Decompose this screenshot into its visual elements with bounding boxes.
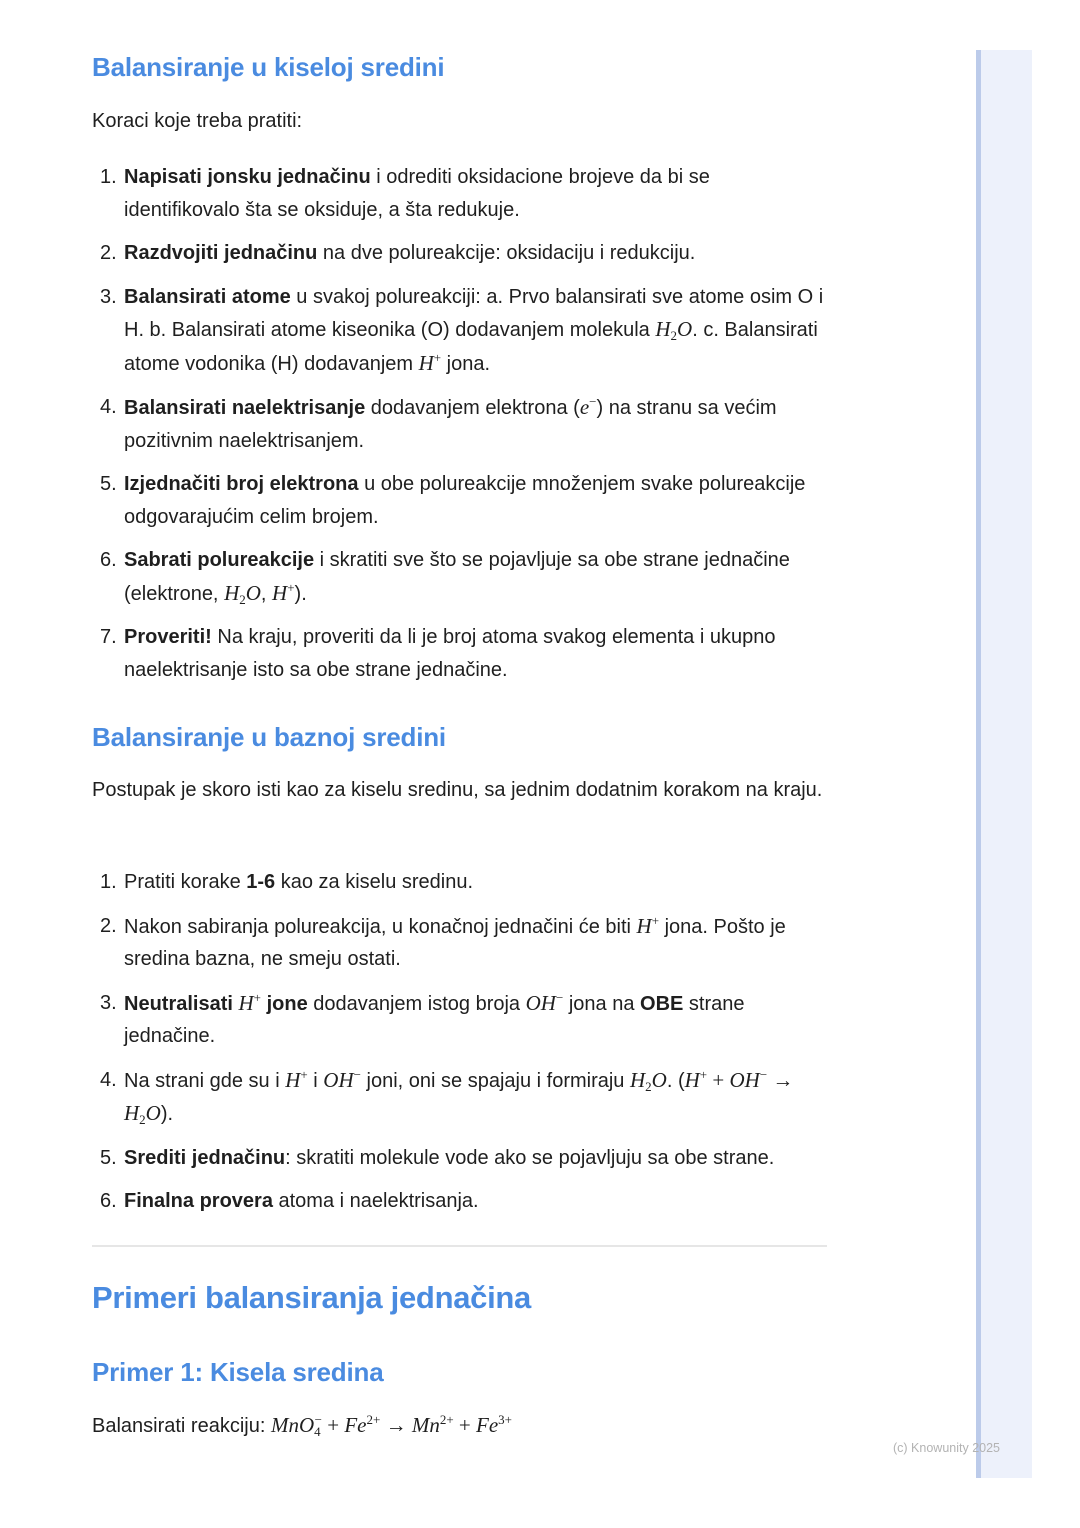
formula-reaction: $MnO_4^- + Fe^{2+} \to Mn^{2+} + Fe^{3+}$ [270,1412,513,1439]
list-item: 5. Srediti jednačinu: skratiti molekule vode ako se pojavljuju sa obe strane. [100,1146,775,1169]
formula-h-plus: H+ [272,579,295,605]
formula-oh-minus: OH− [323,1066,361,1092]
acid-steps-list [92,161,827,697]
acid-intro: Koraci koje treba pratiti: [92,110,303,132]
heading-example-1: Primer 1: Kisela sredina [92,1357,384,1387]
list-item: 5. Izjednačiti broj elektrona u obe polureakcije množenjem svake polureakcije odgovarajućim celim brojem. [100,473,806,528]
formula-h2o: $H_2O$ [655,317,693,343]
formula-oh-minus: OH− [525,989,564,1015]
formula-h-plus: H+ [636,912,660,938]
example-1-text: Balansirati reakciju: $MnO_4^- + Fe^{2+} \to Mn^{2+} + Fe^{3+}$ [92,1412,513,1439]
heading-examples: Primeri balansiranja jednačina [92,1280,531,1315]
formula-neutralization: $H^+ + OH^- \to H_2O$ [124,1066,794,1127]
copyright-footer: (c) Knowunity 2025 [893,1441,1001,1455]
formula-electron: e− [579,394,597,419]
list-item: 3. Neutralisati H+ jone dodavanjem istog broja OH− jona na OBE strane jednačine. [100,989,745,1047]
list-item: 2. Razdvojiti jednačinu na dve polureakcije: oksidaciju i redukciju. [100,242,696,264]
list-item: 6. Sabrati polureakcije i skratiti sve što se pojavljuje sa obe strane jednačine (elektrone, $H_2O$, H+). [100,549,790,607]
list-item: 1. Pratiti korake 1-6 kao za kiselu sredinu. [100,871,474,893]
formula-h-plus: H+ [418,349,442,375]
list-item: 1. Napisati jonsku jednačinu i odrediti oksidacione brojeve da bi se identifikovalo šta se oksiduje, a šta redukuje. [100,166,710,221]
side-panel [976,50,1032,1478]
formula-h-plus: H+ [285,1066,308,1092]
formula-h2o: $H_2O$ [629,1067,667,1094]
base-intro: Postupak je skoro isti kao za kiselu sredinu, sa jednim dodatnim korakom na kraju. [92,779,823,801]
list-item: 3. Balansirati atome u svakoj polureakciji: a. Prvo balansirati sve atome osim O i H. b. Balansirati atome kiseonika (O) dodavanjem molekula $H_2O$. c. Balansirati atome vodonika (H) dodavanjem H+ jona. [100,285,824,375]
heading-acid-section: Balansiranje u kiseloj sredini [92,52,445,82]
list-item: 6. Finalna provera atoma i naelektrisanja. [100,1190,479,1212]
section-divider [92,1245,827,1247]
base-steps-list [92,866,827,1229]
list-item: 4. Balansirati naelektrisanje dodavanjem elektrona (e−) na stranu sa većim pozitivnim naelektrisanjem. [100,394,777,452]
formula-h-plus: H+ [238,989,262,1015]
formula-h2o: $H_2O$ [224,580,261,607]
heading-base-section: Balansiranje u baznoj sredini [92,722,446,752]
list-item: 4. Na strani gde su i H+ i OH− joni, oni se spajaju i formiraju $H_2O$. $(H^+ + OH^- \to H_2O)$. [100,1066,794,1127]
list-item: 7. Proveriti! Na kraju, proveriti da li je broj atoma svakog elementa i ukupno naelektrisanje isto sa obe strane jednačine. [100,626,776,681]
list-item: 2. Nakon sabiranja polureakcija, u konačnoj jednačini će biti H+ jona. Pošto je sredina bazna, ne smeju ostati. [100,912,786,970]
